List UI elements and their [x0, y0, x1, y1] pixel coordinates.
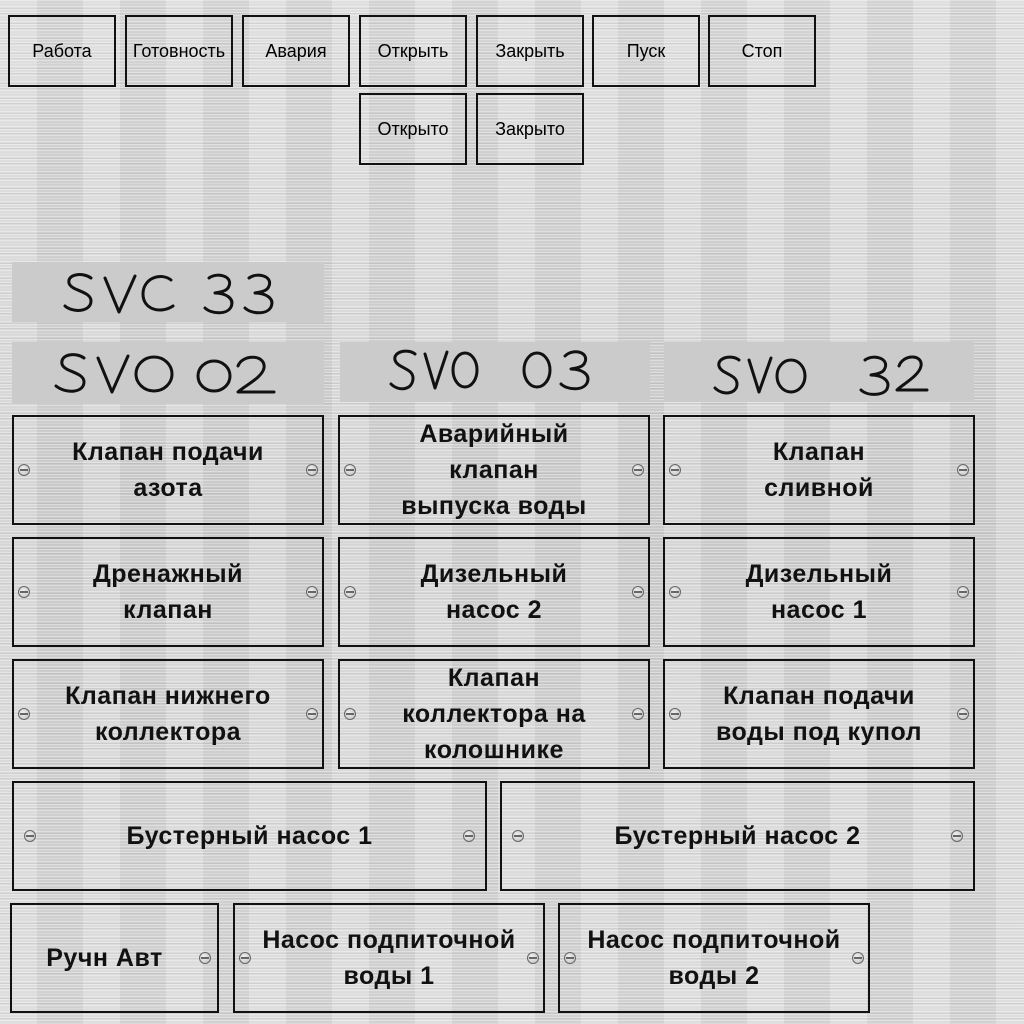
screw-icon — [669, 464, 681, 476]
screw-icon — [957, 586, 969, 598]
screw-icon — [632, 708, 644, 720]
screw-icon — [306, 708, 318, 720]
screw-icon — [344, 464, 356, 476]
plate-label: Клапан сливной — [764, 438, 874, 502]
handwritten-label-svo32 — [664, 342, 974, 402]
plate-dome-water-valve[interactable] — [663, 659, 975, 769]
screw-icon — [18, 464, 30, 476]
plate-label: Дизельный насос 2 — [420, 560, 568, 624]
screw-icon — [306, 464, 318, 476]
legend-opened-indicator[interactable]: Открыто — [359, 93, 467, 165]
screw-icon — [564, 952, 576, 964]
handwritten-label-svo03 — [340, 342, 650, 402]
plate-label: Насос подпиточной воды 2 — [587, 926, 841, 990]
plate-label: Клапан подачи воды под купол — [715, 682, 923, 746]
plate-nitrogen-supply-valve[interactable] — [12, 415, 324, 525]
plate-makeup-water-pump-1[interactable] — [233, 903, 545, 1013]
plate-label: Бустерный насос 1 — [126, 822, 373, 850]
screw-icon — [632, 464, 644, 476]
plate-diesel-pump-1[interactable] — [663, 537, 975, 647]
screw-icon — [463, 830, 475, 842]
plate-booster-pump-2[interactable] — [500, 781, 975, 891]
screw-icon — [669, 586, 681, 598]
legend-work-button[interactable]: Работа — [8, 15, 116, 87]
legend-start-button[interactable]: Пуск — [592, 15, 700, 87]
screw-icon — [527, 952, 539, 964]
plate-label: Клапан подачи азота — [72, 438, 264, 502]
plate-drainage-valve[interactable] — [12, 537, 324, 647]
handwritten-label-svo02 — [12, 342, 324, 404]
plate-top-collector-valve[interactable] — [338, 659, 650, 769]
plate-emergency-water-release-valve[interactable] — [338, 415, 650, 525]
screw-icon — [951, 830, 963, 842]
screw-icon — [852, 952, 864, 964]
screw-icon — [957, 708, 969, 720]
handwritten-svo32-drawing — [709, 346, 929, 398]
screw-icon — [239, 952, 251, 964]
plate-booster-pump-1[interactable] — [12, 781, 487, 891]
plate-label: Клапан нижнего коллектора — [65, 682, 271, 746]
plate-manual-auto-switch[interactable] — [10, 903, 219, 1013]
plate-label: Ручн Авт — [46, 944, 163, 972]
screw-icon — [669, 708, 681, 720]
handwritten-svo03-drawing — [385, 346, 605, 398]
screw-icon — [512, 830, 524, 842]
legend-stop-button[interactable]: Стоп — [708, 15, 816, 87]
legend-alarm-button[interactable]: Авария — [242, 15, 350, 87]
handwritten-svo02-drawing — [48, 346, 288, 400]
legend-ready-button[interactable]: Готовность — [125, 15, 233, 87]
screw-icon — [957, 464, 969, 476]
handwritten-svc33-drawing — [53, 266, 283, 318]
plate-label: Клапан коллектора на колошнике — [402, 664, 586, 764]
screw-icon — [344, 708, 356, 720]
screw-icon — [18, 708, 30, 720]
plate-lower-collector-valve[interactable] — [12, 659, 324, 769]
screw-icon — [344, 586, 356, 598]
screw-icon — [306, 586, 318, 598]
plate-label: Насос подпиточной воды 1 — [262, 926, 516, 990]
plate-makeup-water-pump-2[interactable] — [558, 903, 870, 1013]
legend-close-command-button[interactable]: Закрыть — [476, 15, 584, 87]
plate-label: Аварийный клапан выпуска воды — [401, 420, 587, 520]
legend-closed-indicator[interactable]: Закрыто — [476, 93, 584, 165]
legend-open-command-button[interactable]: Открыть — [359, 15, 467, 87]
plate-drain-valve[interactable] — [663, 415, 975, 525]
plate-label: Дизельный насос 1 — [745, 560, 893, 624]
plate-label: Дренажный клапан — [92, 560, 244, 624]
handwritten-label-svc33 — [12, 262, 324, 322]
screw-icon — [18, 586, 30, 598]
plate-diesel-pump-2[interactable] — [338, 537, 650, 647]
screw-icon — [199, 952, 211, 964]
screw-icon — [632, 586, 644, 598]
screw-icon — [24, 830, 36, 842]
plate-label: Бустерный насос 2 — [614, 822, 861, 850]
